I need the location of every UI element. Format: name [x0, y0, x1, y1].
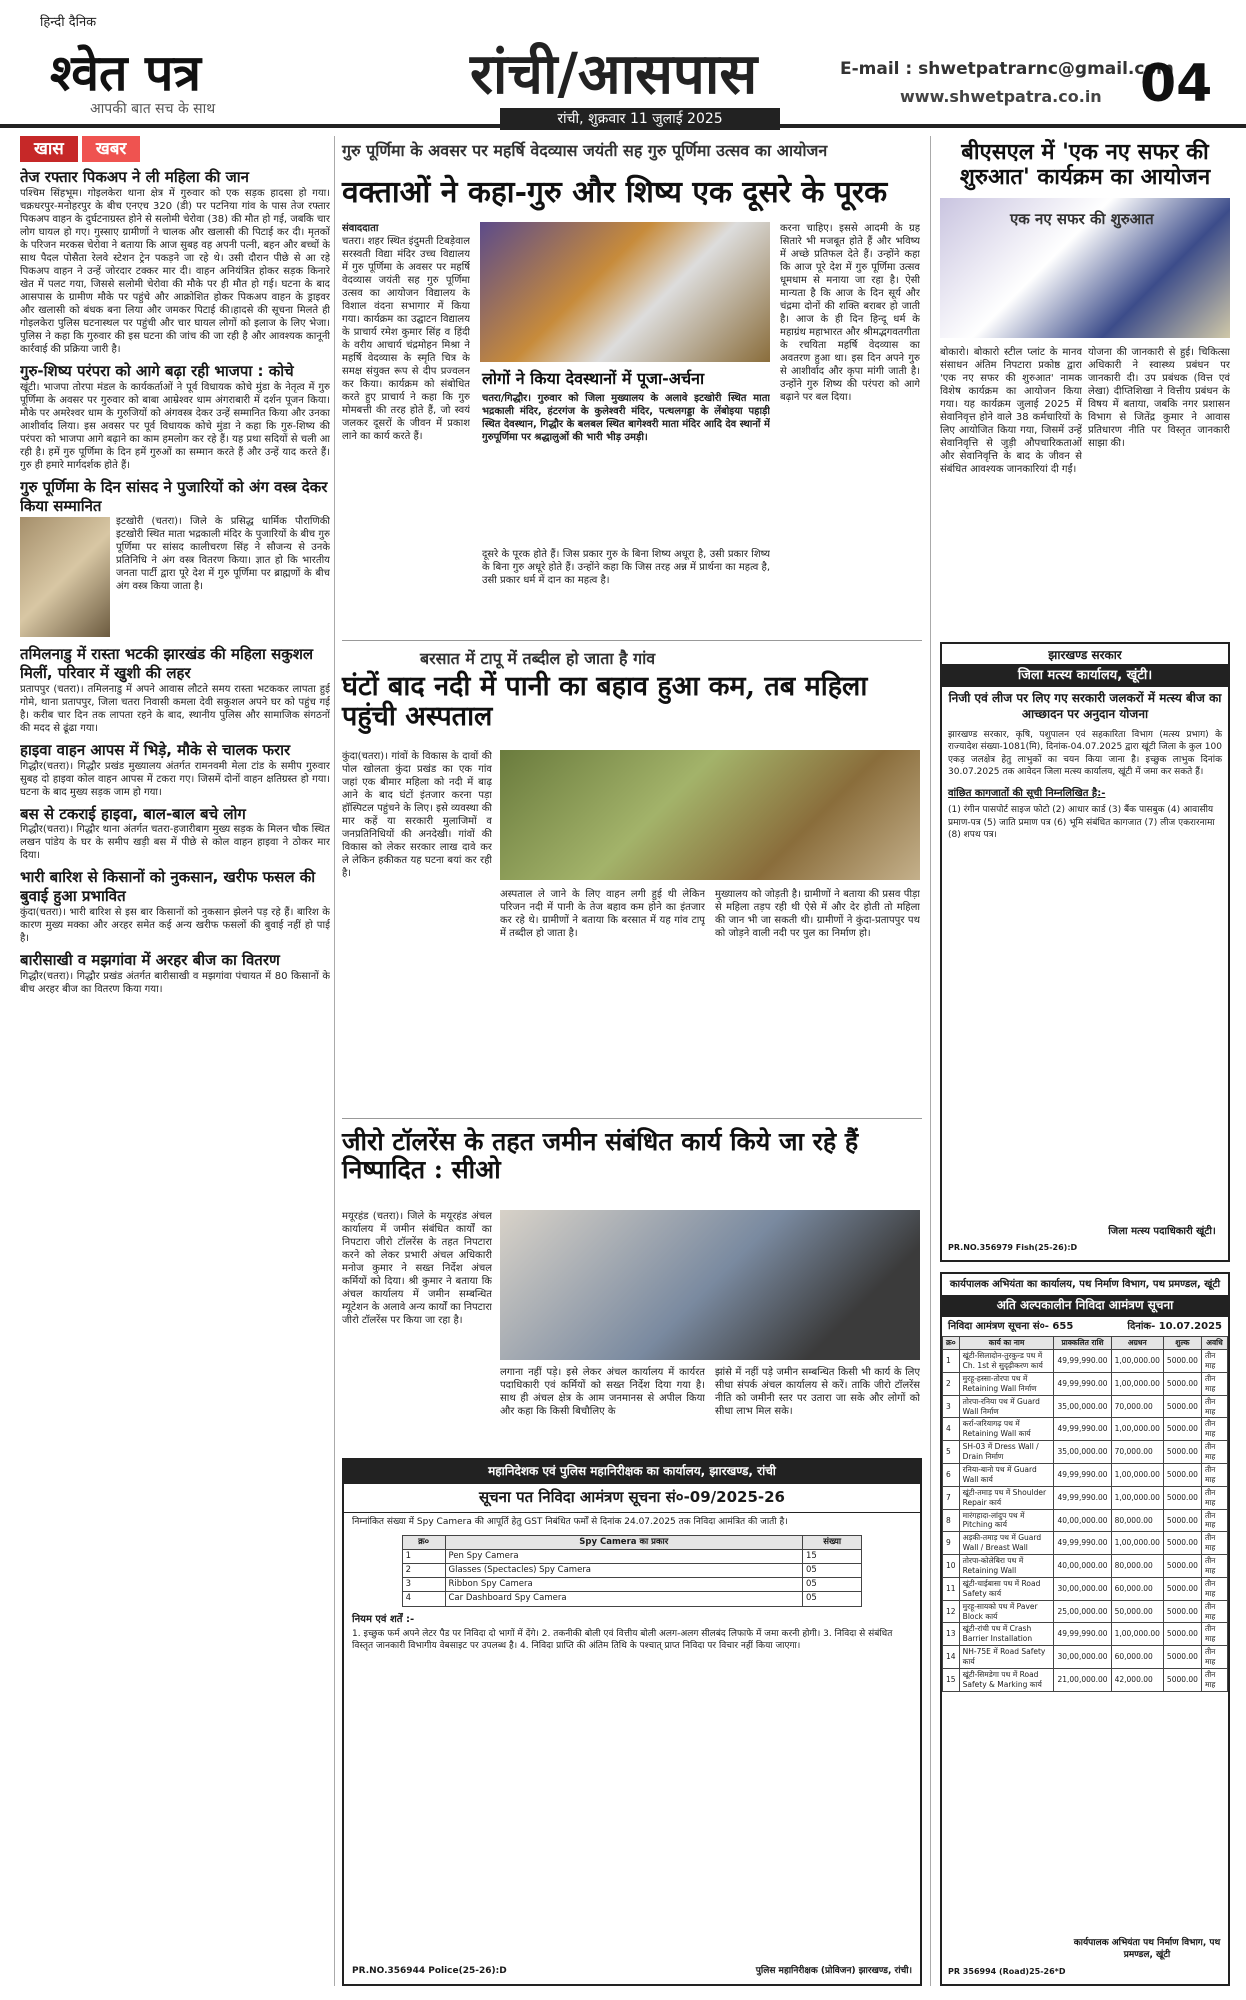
- news-headline: भारी बारिश से किसानों को नुकसान, खरीफ फसल की बुवाई हुआ प्रभावित: [20, 868, 316, 906]
- section-title: रांची/आसपास: [470, 41, 758, 107]
- table-cell: 5000.00: [1163, 1646, 1201, 1669]
- table-cell: 14: [943, 1646, 960, 1669]
- table-cell: तीन माह: [1201, 1509, 1227, 1532]
- news-item: [20, 805, 330, 863]
- table-cell: 49,99,990.00: [1054, 1532, 1111, 1555]
- khas-label: खास: [20, 136, 78, 162]
- table-cell: 8: [943, 1509, 960, 1532]
- table-row: [943, 1555, 1228, 1578]
- table-cell: 1,00,000.00: [1111, 1623, 1163, 1646]
- story3-body-2: लगाना नहीं पड़े। इसे लेकर अंचल कार्यालय में कार्यरत पदाधिकारी एवं कर्मियों को सख्त निर्देश दिया गया है। साथ ही अंचल क्षेत्र के आम जनमानस से अपील किया और कहा कि किसी बिचौलिए के: [500, 1367, 705, 1417]
- table-cell: 60,000.00: [1111, 1646, 1163, 1669]
- newspaper-logo: श्वेत पत्र: [50, 43, 201, 102]
- news-body: इटखोरी (चतरा)। जिले के प्रसिद्ध धार्मिक पौराणिकी इटखोरी स्थित माता भद्रकाली मंदिर के पुजारियों के बीच गुरु पूर्णिमा पर सांसद कालीचरण सिंह ने सौजन्य से उनके प्रतिनिधि ने अंग वस्त्र वितरण किया। ज्ञात हो कि भारतीय जनता पार्टी द्वारा पूरे देश में गुरु पूर्णिमा पर ब्राह्मणों के बीच अंग वस्त्र किया जाता है।: [116, 516, 330, 593]
- table-cell: तीन माह: [1201, 1577, 1227, 1600]
- news-item: [20, 868, 330, 945]
- table-cell: 5000.00: [1163, 1623, 1201, 1646]
- table-row: [943, 1623, 1228, 1646]
- table-header: अवधि: [1201, 1337, 1227, 1350]
- table-cell: तीन माह: [1201, 1350, 1227, 1373]
- story3-headline: जीरो टॉलरेंस के तहत जमीन संबंधित कार्य किये जा रहे हैं निष्पादित : सीओ: [342, 1127, 859, 1184]
- table-row: [402, 1578, 862, 1592]
- lead-body-continued: दूसरे के पूरक होते हैं। जिस प्रकार गुरु के बिना शिष्य अधूरा है, उसी प्रकार शिष्य के बिना गुरु अधूरे होते हैं। उन्होंने कहा कि जिस तरह अन्न में प्रार्थना का महत्व है, उसी प्रकार धर्म में दान का महत्व है।: [482, 549, 770, 586]
- table-cell: 1: [402, 1549, 445, 1563]
- table-cell: Glasses (Spectacles) Spy Camera: [445, 1563, 802, 1577]
- table-cell: 1,00,000.00: [1111, 1350, 1163, 1373]
- table-cell: तीन माह: [1201, 1669, 1227, 1692]
- table-cell: मुरहू-सायको पथ में Paver Block कार्य: [959, 1600, 1054, 1623]
- news-headline: गुरु पूर्णिमा के दिन सांसद ने पुजारियों को अंग वस्त्र देकर किया सम्मानित: [20, 477, 328, 515]
- table-cell: 5000.00: [1163, 1555, 1201, 1578]
- table-cell: 1,00,000.00: [1111, 1464, 1163, 1487]
- bsl-banner: एक नए सफर की शुरुआत: [1010, 210, 1154, 228]
- table-cell: 80,000.00: [1111, 1509, 1163, 1532]
- fisheries-office: जिला मत्स्य कार्यालय, खूंटी।: [942, 664, 1228, 687]
- news-headline: हाइवा वाहन आपस में भिड़े, मौके से चालक फरार: [20, 740, 291, 759]
- news-item: [20, 741, 330, 799]
- table-cell: 1,00,000.00: [1111, 1486, 1163, 1509]
- table-cell: 35,00,000.00: [1054, 1441, 1111, 1464]
- police-office: महानिदेशक एवं पुलिस महानिरीक्षक का कार्यालय, झारखण्ड, रांची: [344, 1460, 920, 1484]
- tender-table: [942, 1336, 1228, 1692]
- story2-body-3: मुख्यालय को जोड़ती है। ग्रामीणों ने बताया की प्रसव पीड़ा से महिला तड़प रही थी ऐसे में और देर होती तो महिला की जान भी जा सकती थी। ग्रामीणों ने कुंदा-प्रतापपुर पथ को जोड़ने वाली नदी पर पुल का निर्माण हो।: [715, 889, 920, 939]
- table-cell: 5000.00: [1163, 1372, 1201, 1395]
- khas-khabar-column: [20, 136, 330, 1986]
- khabar-label: खबर: [82, 136, 141, 162]
- photo-caption-body: चतरा/गिद्धौर। गुरुवार को जिला मुख्यालय के अलावे इटखोरी स्थित माता भद्रकाली मंदिर, हंटरगंज के कुलेश्वरी मंदिर, पत्थलगड्डा के लेंबोइया पहाड़ी स्थित देवस्थान, गिद्धौर के बलबल स्थित बागेश्वरी माता मंदिर आदि देव स्थानों में गुरुपूर्णिमा पर श्रद्धालुओं की भारी भीड़ उमड़ी।: [482, 393, 770, 443]
- table-cell: 5000.00: [1163, 1441, 1201, 1464]
- table-cell: 5: [943, 1441, 960, 1464]
- table-cell: 49,99,990.00: [1054, 1464, 1111, 1487]
- police-tender-notice: [342, 1458, 922, 1986]
- news-body: पश्चिम सिंहभूम। गोइलकेरा थाना क्षेत्र में गुरुवार को एक सड़क हादसा हो गया। चक्रधरपुर-मनोहरपुर के बीच एनएच 320 (डी) पर पटनिया गांव के पास तेज रफ्तार पिकअप वाहन के दुर्घटनाग्रस्त होने से सलोमी चेरोवा (38) की मौत हो गई, जबकि चार लोग घायल हो गए। गुस्साए ग्रामीणों ने चालक और खलासी की पिटाई कर दी। मृतकों के परिजन मरकस चेरोवा ने बताया कि आज सुबह वह अपनी पत्नी, बहन और बच्चों के साथ पैदल पोसैता रेलवे स्टेशन ट्रेन पकड़ने जा रहे थे। उसी दौरान पीछे से आ रहे पिकअप वाहन ने उन्हें जोरदार टक्कर मार दी। वाहन अनियंत्रित होकर सड़क किनारे खेत में पलट गया, जिससे सलोमी चेरोवा की मौके पर ही मौत हो गई। घटना के बाद आसपास के ग्रामीण मौके पर पहुंचे और आक्रोशित होकर पिकअप वाहन के ड्राइवर और खलासी को बंधक बना लिया और जमकर पिटाई की।हादसे की सूचना मिलते ही गोइलकेरा पुलिस घटनास्थल पर पहुंची और चार घायल लोगों को इलाज के लिए भेजा। पुलिस ने कहा कि गुरुवार की इस घटना की जांच की जा रही है और आवश्यक कानूनी कार्रवाई की प्रक्रिया जारी है।: [20, 188, 330, 356]
- page-number: 04: [1140, 54, 1213, 114]
- column-divider: [930, 136, 931, 1986]
- lead-body-column: करना चाहिए। इससे आदमी के ग्रह सितारे भी मजबूत होते हैं और भविष्य में अच्छे प्रतिफल देते हैं। उन्होंने कहा कि आज पूरे देश में गुरु पूर्णिमा उत्सव धूमधाम से मनाया जा रहा है। ऐसी मान्यता है कि आज के दिन सूर्य और चंद्रमा दोनों की शक्ति बराबर हो जाती है। आज के ही दिन हिन्दू धर्म के महाग्रंथ महाभारत और श्रीमद्भगवतगीता के रचयिता महर्षि वेदव्यास का अवतरण हुआ था। इस दिन अपने गुरु से आशीर्वाद और कृपा मांगी जाती है। उन्होंने गुरु शिष्य की परंपरा को आगे बढ़ाने पर बल दिया।: [780, 223, 920, 403]
- news-body: गिद्धौर(चतरा)। गिद्धौर प्रखंड मुख्यालय अंतर्गत रामनवमी मेला टांड के समीप गुरुवार सुबह दो हाइवा कोल वाहन आपस में टकरा गए। जिसमें दोनों वाहन क्षतिग्रस्त हो गया। घटना के बाद मुख्य सड़क जाम हो गया।: [20, 760, 330, 798]
- table-cell: 5000.00: [1163, 1418, 1201, 1441]
- story2-headline: घंटों बाद नदी में पानी का बहाव हुआ कम, तब महिला पहुंची अस्पताल: [342, 671, 868, 732]
- table-cell: तीन माह: [1201, 1372, 1227, 1395]
- khas-khabar-label: [20, 136, 330, 162]
- news-body: प्रतापपुर (चतरा)। तमिलनाडु में अपने आवास लौटते समय रास्ता भटककर लापता हुई गोमे, थाना प्रतापपुर, जिला चतरा निवासी कमला देवी सकुशल अपने घर को पहुंच गई है। करीब चार दिन तक लापता रहने के बाद, स्थानीय पुलिस और सामाजिक संगठनों की मदद से ढूंढा गया।: [20, 683, 330, 734]
- fisheries-body: झारखण्ड सरकार, कृषि, पशुपालन एवं सहकारिता विभाग (मत्स्य प्रभाग) के राज्यादेश संख्या-1081(मि), दिनांक-04.07.2025 द्वारा खूंटी जिला के कुल 100 एकड़ जलक्षेत्र हेतु लाभुकों का चयन किया जाना है। इच्छुक लाभुक दिनांक 30.07.2025 तक आवेदन जिला मत्स्य कार्यालय, खूंटी में जमा कर सकते हैं।: [948, 729, 1222, 778]
- table-cell: 1,00,000.00: [1111, 1418, 1163, 1441]
- story3-photo: [500, 1210, 920, 1360]
- news-item: [20, 362, 330, 472]
- news-headline: तमिलनाडु में रास्ता भटकी झारखंड की महिला सकुशल मिलीं, परिवार में खुशी की लहर: [20, 645, 314, 683]
- table-row: [943, 1395, 1228, 1418]
- table-row: [943, 1509, 1228, 1532]
- lead-photo: [480, 222, 770, 362]
- story3-body: मयूरहंड (चतरा)। जिले के मयूरहंड अंचल कार्यालय में जमीन संबंधित कार्यों का निपटारा जीरो टॉलरेंस के तहत निपटारा करने को लेकर प्रभारी अंचल अधिकारी मनोज कुमार ने सख्त निर्देश अंचल कर्मियों को दिया। श्री कुमार ने बताया कि अंचल कार्यालय में जमीन सम्बन्धित म्यूटेशन के अलावे अन्य कार्यों का निपटारा जीरो टॉलरेंस पर किया जा रहा है।: [342, 1211, 492, 1326]
- table-cell: 5000.00: [1163, 1532, 1201, 1555]
- tender-date: दिनांक- 10.07.2025: [1127, 1321, 1222, 1333]
- table-cell: 30,00,000.00: [1054, 1577, 1111, 1600]
- table-cell: 13: [943, 1623, 960, 1646]
- table-cell: 5000.00: [1163, 1509, 1201, 1532]
- table-cell: 15: [802, 1549, 861, 1563]
- terms-body: 1. इच्छुक फर्म अपने लेटर पैड पर निविदा दो भागों में देंगे। 2. तकनीकी बोली एवं वित्तीय बोली अलग-अलग सीलबंद लिफाफे में जमा करनी होगी। 3. निविदा से संबंधित विस्तृत जानकारी विभागीय वेबसाइट पर उपलब्ध है। 4. निविदा प्राप्ति की अंतिम तिथि के पश्चात् प्राप्त निविदा पर विचार नहीं किया जाएगा।: [352, 1628, 893, 1652]
- table-cell: रनिया-बानो पथ में Guard Wall कार्य: [959, 1464, 1054, 1487]
- table-cell: खूंटी-सिमडेगा पथ में Road Safety & Marking कार्य: [959, 1669, 1054, 1692]
- spy-camera-table: [402, 1535, 863, 1607]
- table-header: क्र०: [943, 1337, 960, 1350]
- table-row: [943, 1372, 1228, 1395]
- table-cell: तीन माह: [1201, 1395, 1227, 1418]
- table-cell: 10: [943, 1555, 960, 1578]
- table-cell: 7: [943, 1486, 960, 1509]
- table-header: कार्य का नाम: [959, 1337, 1054, 1350]
- table-row: [943, 1464, 1228, 1487]
- table-cell: 05: [802, 1578, 861, 1592]
- table-cell: 50,000.00: [1111, 1600, 1163, 1623]
- road-title: अति अल्पकालीन निविदा आमंत्रण सूचना: [942, 1295, 1228, 1317]
- story2-photo: [500, 750, 920, 880]
- bsl-body-2: योजना की जानकारी से हुई। चिकित्सा अधिकारी ने स्वास्थ्य प्रबंधन पर जानकारी दी। उप प्रबंधक (वित्त एवं लेखा) दीप्तिशिखा ने वित्तीय प्रबंधन के विषय में बताया, जबकि नगर प्रशासन विभाग से जितेंद्र कुमार ने आवास प्रतिधारण नीति पर विस्तृत जानकारी साझा की।: [1088, 347, 1230, 449]
- table-cell: 2: [943, 1372, 960, 1395]
- table-cell: 12: [943, 1600, 960, 1623]
- table-cell: SH-03 में Dress Wall / Drain निर्माण: [959, 1441, 1054, 1464]
- table-cell: मारंगहादा-लांदुप पथ में Pitching कार्य: [959, 1509, 1054, 1532]
- bsl-body: बोकारो। बोकारो स्टील प्लांट के मानव संसाधन अंतिम निपटारा प्रकोष्ठ द्वारा 'एक नए सफर की शुरुआत' नामक विशेष कार्यक्रम का आयोजन किया गया। यह कार्यक्रम जुलाई 2025 में सेवानिवृत्त होने वाले 38 कर्मचारियों के लिए आयोजित किया गया, जिसमें उन्हें सेवानिवृत्ति से जुड़ी औपचारिकताओं और सेवानिवृत्ति के बाद के जीवन से संबंधित आवश्यक जानकारियां दी गईं।: [940, 347, 1082, 475]
- table-cell: तोरपा-कोलेबिरा पथ में Retaining Wall: [959, 1555, 1054, 1578]
- pr-number: PR 356994 (Road)25-26*D: [948, 1967, 1066, 1977]
- notice-signatory: जिला मत्स्य पदाधिकारी खूंटी।: [1108, 1225, 1216, 1237]
- table-cell: 3: [943, 1395, 960, 1418]
- table-cell: 9: [943, 1532, 960, 1555]
- table-cell: 35,00,000.00: [1054, 1395, 1111, 1418]
- news-item: [20, 951, 330, 996]
- table-row: [943, 1418, 1228, 1441]
- notice-signatory: कार्यपालक अभियंता पथ निर्माण विभाग, पथ प्रमण्डल, खूंटी: [1073, 1938, 1221, 1961]
- table-cell: खूंटी-सिलादोन-तुरकुन्ड पथ में Ch. 1st से सुदृढ़ीकरण कार्य: [959, 1350, 1054, 1373]
- police-intro: निम्नांकित संख्या में Spy Camera की आपूर्ति हेतु GST निबंधित फर्मों से दिनांक 24.07.2025 तक निविदा आमंत्रित की जाती है।: [352, 1516, 788, 1527]
- table-cell: तीन माह: [1201, 1441, 1227, 1464]
- table-row: [402, 1549, 862, 1563]
- table-cell: 5000.00: [1163, 1486, 1201, 1509]
- table-cell: 70,000.00: [1111, 1441, 1163, 1464]
- table-cell: 40,00,000.00: [1054, 1555, 1111, 1578]
- notice-signatory: पुलिस महानिरीक्षक (प्रोविजन) झारखण्ड, रांची।: [755, 1966, 912, 1977]
- table-cell: 49,99,990.00: [1054, 1623, 1111, 1646]
- table-cell: 5000.00: [1163, 1669, 1201, 1692]
- news-headline: तेज रफ्तार पिकअप ने ली महिला की जान: [20, 168, 249, 187]
- table-cell: तीन माह: [1201, 1623, 1227, 1646]
- table-row: [943, 1646, 1228, 1669]
- table-header: शुल्क: [1163, 1337, 1201, 1350]
- table-cell: खूंटी-चाईबासा पथ में Road Safety कार्य: [959, 1577, 1054, 1600]
- news-photo: [20, 517, 110, 637]
- docs-heading: वांछित कागजातों की सूची निम्नलिखित है:-: [948, 788, 1106, 800]
- table-cell: 30,00,000.00: [1054, 1646, 1111, 1669]
- story3-body-3: झांसे में नहीं पड़े जमीन सम्बन्धित किसी भी कार्य के लिए सीधा संपर्क अंचल कार्यालय से करें। ताकि जीरो टॉलरेंस नीति को जमीनी स्तर पर उतारा जा सके और लोगों को सीधा लाभ मिल सके।: [715, 1367, 920, 1417]
- table-cell: 15: [943, 1669, 960, 1692]
- bsl-headline: बीएसएल में 'एक नए सफर की शुरुआत' कार्यक्रम का आयोजन: [959, 139, 1211, 191]
- lead-text: चतरा। शहर स्थित इंदुमती टिबड़ेवाल सरस्वती विद्या मंदिर उच्च विद्यालय में गुरु पूर्णिमा के अवसर पर महर्षि वेदव्यास जयंती सह गुरु पूर्णिमा उत्सव का आयोजन विद्यालय के विशाल वंदना सभागार में किया गया। कार्यक्रम का उद्घाटन विद्यालय के प्राचार्य रमेश कुमार सिंह व हिंदी के वरीय आचार्य चंद्रमोहन मिश्रा ने महर्षि वेदव्यास के स्मृति चित्र के समक्ष संयुक्त रूप से दीप प्रज्वलन कर किया। कार्यक्रम को संबोधित करते हुए प्राचार्य ने कहा कि गुरु मोमबत्ती की तरह होते हैं, जो स्वयं जलकर दूसरों के जीवन में प्रकाश लाने का कार्य करते हैं।: [342, 236, 470, 442]
- terms-heading: नियम एवं शर्तें :-: [352, 1613, 415, 1625]
- table-cell: खूंटी-रांची पथ में Crash Barrier Installation: [959, 1623, 1054, 1646]
- table-cell: NH-75E में Road Safety कार्य: [959, 1646, 1054, 1669]
- table-header: संख्या: [802, 1535, 861, 1549]
- police-notice-title: सूचना पत निविदा आमंत्रण सूचना सं०-09/2025-26: [344, 1484, 920, 1513]
- story2-body-2: अस्पताल ले जाने के लिए वाहन लगी हुई थी लेकिन परिजन नदी में पानी के तेज बहाव कम होने का इंतजार कर रहे थे। ग्रामीणों ने बताया कि बरसात में यह गांव टापू में तब्दील हो जाता है।: [500, 889, 705, 939]
- story2-body: कुंदा(चतरा)। गांवों के विकास के दावों की पोल खोलता कुंदा प्रखंड का एक गांव जहां एक बीमार महिला को नदी में बाढ़ आने के बाद घंटों इंतजार करना पड़ा हॉस्पिटल पहुंचने के लिए। इसे व्यवस्था की मार कहें या सरकारी मुलाजिमों व जनप्रतिनिधियों की अनदेखी। गांवों की विकास को लेकर सरकार लाख दावे कर ले लेकिन हकीकत यह घटना बयां कर रही है।: [342, 751, 492, 879]
- table-cell: मुरहू-हस्सा-तोरपा पथ में Retaining Wall निर्माण: [959, 1372, 1054, 1395]
- email-address[interactable]: E-mail : shwetpatrarnc@gmail.com: [840, 59, 1174, 79]
- govt-name: झारखण्ड सरकार: [1048, 648, 1122, 662]
- lead-kicker: गुरु पूर्णिमा के अवसर पर महर्षि वेदव्यास जयंती सह गुरु पूर्णिमा उत्सव का आयोजन: [342, 141, 828, 160]
- table-cell: 25,00,000.00: [1054, 1600, 1111, 1623]
- news-body: गिद्धौर(चतरा)। गिद्धौर प्रखंड अंतर्गत बारीसाखी व मझगांवा पंचायत में 80 किसानों के बीच अरहर बीज का वितरण किया गया।: [20, 970, 330, 995]
- table-header: क्र०: [402, 1535, 445, 1549]
- table-cell: खूंटी-तमाड़ पथ में Shoulder Repair कार्य: [959, 1486, 1054, 1509]
- table-cell: 1,00,000.00: [1111, 1532, 1163, 1555]
- table-cell: Pen Spy Camera: [445, 1549, 802, 1563]
- table-cell: 49,99,990.00: [1054, 1350, 1111, 1373]
- table-header: प्राक्कलित राशि: [1054, 1337, 1111, 1350]
- table-cell: 1: [943, 1350, 960, 1373]
- news-headline: गुरु-शिष्य परंपरा को आगे बढ़ा रही भाजपा : कोचे: [20, 362, 294, 381]
- table-cell: 5000.00: [1163, 1600, 1201, 1623]
- table-cell: तीन माह: [1201, 1418, 1227, 1441]
- table-cell: 6: [943, 1464, 960, 1487]
- table-cell: 5000.00: [1163, 1395, 1201, 1418]
- news-item: [20, 645, 330, 735]
- table-cell: तीन माह: [1201, 1646, 1227, 1669]
- newspaper-tagline: आपकी बात सच के साथ: [90, 101, 216, 117]
- news-headline: बारीसाखी व मझगांवा में अरहर बीज का वितरण: [20, 950, 280, 969]
- column-divider: [334, 136, 335, 1986]
- table-cell: 60,000.00: [1111, 1577, 1163, 1600]
- fisheries-notice: [940, 642, 1230, 1262]
- table-cell: 05: [802, 1592, 861, 1606]
- table-cell: 3: [402, 1578, 445, 1592]
- table-row: [402, 1563, 862, 1577]
- fisheries-title: निजी एवं लीज पर लिए गए सरकारी जलकरों में मत्स्य बीज का आच्छादन पर अनुदान योजना: [948, 690, 1222, 721]
- table-cell: Car Dashboard Spy Camera: [445, 1592, 802, 1606]
- story-divider: [342, 640, 922, 641]
- story2-kicker: बरसात में टापू में तब्दील हो जाता है गांव: [420, 649, 656, 668]
- table-cell: 11: [943, 1577, 960, 1600]
- table-cell: 5000.00: [1163, 1577, 1201, 1600]
- photo-caption-headline: लोगों ने किया देवस्थानों में पूजा-अर्चना: [482, 369, 705, 388]
- table-row: [943, 1532, 1228, 1555]
- table-header: अग्रधन: [1111, 1337, 1163, 1350]
- news-item: [20, 168, 330, 356]
- table-cell: 1,00,000.00: [1111, 1372, 1163, 1395]
- table-cell: तीन माह: [1201, 1532, 1227, 1555]
- pr-number: PR.NO.356944 Police(25-26):D: [352, 1966, 507, 1977]
- table-header: Spy Camera का प्रकार: [445, 1535, 802, 1549]
- dateline: रांची, शुक्रवार 11 जुलाई 2025: [500, 108, 780, 130]
- table-cell: 49,99,990.00: [1054, 1486, 1111, 1509]
- table-cell: 2: [402, 1563, 445, 1577]
- table-row: [943, 1577, 1228, 1600]
- lead-body: [342, 222, 470, 632]
- masthead: [0, 0, 1246, 128]
- table-cell: तीन माह: [1201, 1486, 1227, 1509]
- table-cell: तोरपा-रनिया पथ में Guard Wall निर्माण: [959, 1395, 1054, 1418]
- table-cell: 4: [943, 1418, 960, 1441]
- news-body: गिद्धौर(चतरा)। गिद्धौर थाना अंतर्गत चतरा-हजारीबाग मुख्य सड़क के मिलन चौक स्थित लखन पांडेय के घर के समीप खड़ी बस में पीछे से कोल वाहन हाइवा ने ठोकर मार दिया।: [20, 824, 330, 862]
- newspaper-type: हिन्दी दैनिक: [40, 15, 97, 30]
- table-cell: तीन माह: [1201, 1464, 1227, 1487]
- table-row: [943, 1669, 1228, 1692]
- table-cell: 49,99,990.00: [1054, 1418, 1111, 1441]
- news-body: खूंटी। भाजपा तोरपा मंडल के कार्यकर्ताओं ने पूर्व विधायक कोचे मुंडा के नेतृत्व में गुरु पूर्णिमा के अवसर पर गुरुवार को बाबा आम्रेश्वर धाम अंगराबारी में दर्शन पूजन किया। मौके पर अमरेश्वर धाम के गुरुजियों को अंगवस्त्र देकर उन्हें सम्मानित किया और उनका आशीर्वाद लिया। इस अवसर पर पूर्व विधायक कोचे मुंडा ने कहा कि गुरु-शिष्य की परंपरा को भाजपा आगे बढ़ाने का काम हमलोग कर रहे हैं। यह प्रथा सदियों से चली आ रही है। हमें गुरु पूर्णिमा के दिन हमें गुरुओं का सम्मान करते हैं और उन्हें याद करते हैं। गुरु ही हमारे मार्गदर्शक होते हैं।: [20, 381, 330, 471]
- table-cell: 80,000.00: [1111, 1555, 1163, 1578]
- table-cell: Ribbon Spy Camera: [445, 1578, 802, 1592]
- table-cell: 49,99,990.00: [1054, 1372, 1111, 1395]
- table-row: [943, 1441, 1228, 1464]
- table-row: [402, 1592, 862, 1606]
- table-cell: 42,000.00: [1111, 1669, 1163, 1692]
- table-row: [943, 1600, 1228, 1623]
- table-cell: 05: [802, 1563, 861, 1577]
- tender-number: निविदा आमंत्रण सूचना सं०- 655: [948, 1321, 1074, 1333]
- road-office: कार्यपालक अभियंता का कार्यालय, पथ निर्माण विभाग, पथ प्रमण्डल, खूंटी: [949, 1279, 1221, 1290]
- table-cell: 5000.00: [1163, 1350, 1201, 1373]
- table-cell: 40,00,000.00: [1054, 1509, 1111, 1532]
- table-cell: कर्रा-जरियागढ़ पथ में Retaining Wall कार्य: [959, 1418, 1054, 1441]
- lead-headline: वक्ताओं ने कहा-गुरु और शिष्य एक दूसरे के पूरक: [342, 175, 888, 210]
- news-body: कुंदा(चतरा)। भारी बारिश से इस बार किसानों को नुकसान झेलने पड़ रहे हैं। बारिश के कारण मुख्य मक्का और अरहर समेत कई अन्य खरीफ फसलों की बुवाई नहीं हो पाई है।: [20, 906, 330, 944]
- table-cell: तीन माह: [1201, 1555, 1227, 1578]
- news-item: [20, 478, 330, 640]
- road-tender-notice: [940, 1272, 1230, 1986]
- pr-number: PR.NO.356979 Fish(25-26):D: [948, 1243, 1078, 1253]
- table-cell: 70,000.00: [1111, 1395, 1163, 1418]
- lead-dateline: संवाददाता: [342, 223, 379, 234]
- table-cell: 4: [402, 1592, 445, 1606]
- docs-list: (1) रंगीन पासपोर्ट साइज फोटो (2) आधार कार्ड (3) बैंक पासबुक (4) आवासीय प्रमाण-पत्र (5) जाति प्रमाण पत्र (6) भूमि संबंधित कागजात (7) लीज एकरारनामा (8) शपथ पत्र।: [948, 805, 1215, 841]
- table-cell: तीन माह: [1201, 1600, 1227, 1623]
- table-row: [943, 1486, 1228, 1509]
- table-cell: 5000.00: [1163, 1464, 1201, 1487]
- website-link[interactable]: www.shwetpatra.co.in: [900, 87, 1102, 106]
- table-cell: अड़की-तमाड़ पथ में Guard Wall / Breast Wall: [959, 1532, 1054, 1555]
- table-cell: 21,00,000.00: [1054, 1669, 1111, 1692]
- news-headline: बस से टकराई हाइवा, बाल-बाल बचे लोग: [20, 804, 246, 823]
- table-row: [943, 1350, 1228, 1373]
- story-divider: [342, 1118, 922, 1119]
